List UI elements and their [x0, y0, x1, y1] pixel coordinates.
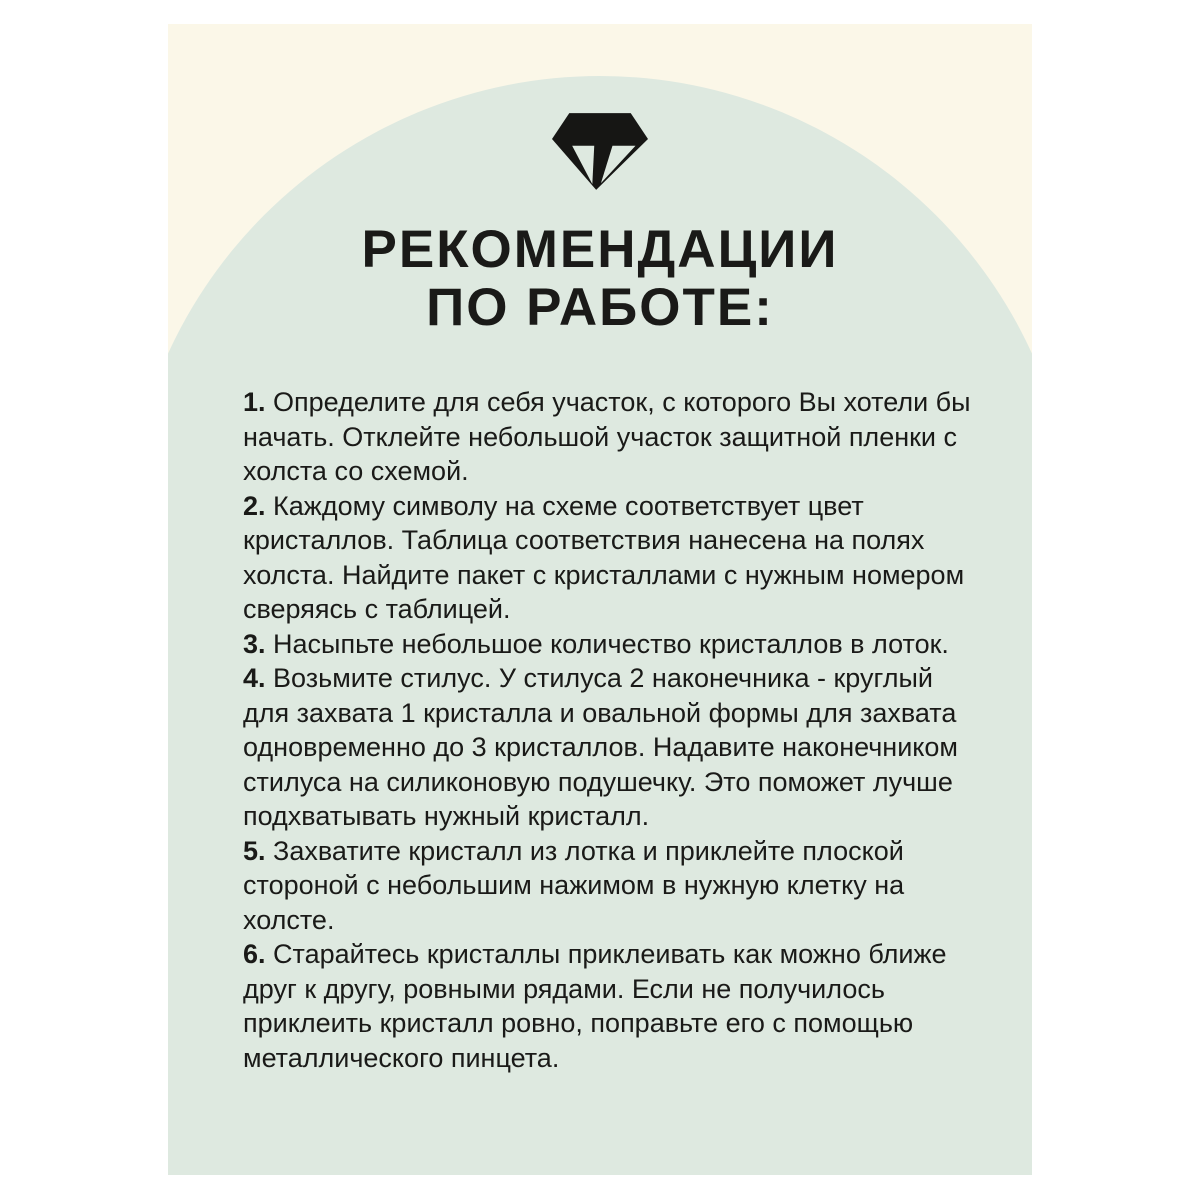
instruction-item: 1. Определите для себя участок, с которого Вы хотели бы начать. Отклейте небольшой участок защитной пленки с холста со схемой.	[243, 387, 971, 486]
page-title	[168, 221, 1032, 337]
instruction-item: 5. Захватите кристалл из лотка и приклейте плоской стороной с небольшим нажимом в нужную клетку на холсте.	[243, 835, 905, 935]
instruction-item: 6. Старайтесь кристаллы приклеивать как можно ближе друг к другу, ровными рядами. Если не получилось приклеить кристалл ровно, поправьте его с помощью металлического пинцета.	[243, 939, 947, 1073]
card-content	[168, 24, 1032, 1175]
instruction-item: 2. Каждому символу на схеме соответствует цвет кристаллов. Таблица соответствия нанесена на полях холста. Найдите пакет с кристаллами с нужным номером сверяясь с таблицей.	[243, 490, 965, 624]
instruction-item: 3. Насыпьте небольшое количество кристаллов в лоток.	[243, 628, 949, 659]
instruction-number: 2.	[243, 490, 266, 521]
diamond-icon	[552, 113, 648, 190]
instruction-number: 6.	[243, 939, 266, 969]
instruction-card	[168, 24, 1032, 1175]
instruction-number: 1.	[243, 387, 266, 417]
title-line-1: РЕКОМЕНДАЦИИ	[361, 220, 839, 279]
instruction-number: 4.	[243, 663, 266, 693]
instructions-list	[243, 385, 983, 1075]
instruction-number: 5.	[243, 835, 266, 866]
title-line-2: ПО РАБОТЕ:	[426, 278, 774, 337]
instruction-number: 3.	[243, 628, 266, 659]
instruction-item: 4. Возьмите стилус. У стилуса 2 наконечника - круглый для захвата 1 кристалла и овальной формы для захвата одновременно до 3 кристаллов. Надавите наконечником стилуса на силиконовую подушечку. Это поможет лучше подхватывать нужный кристалл.	[243, 663, 958, 831]
